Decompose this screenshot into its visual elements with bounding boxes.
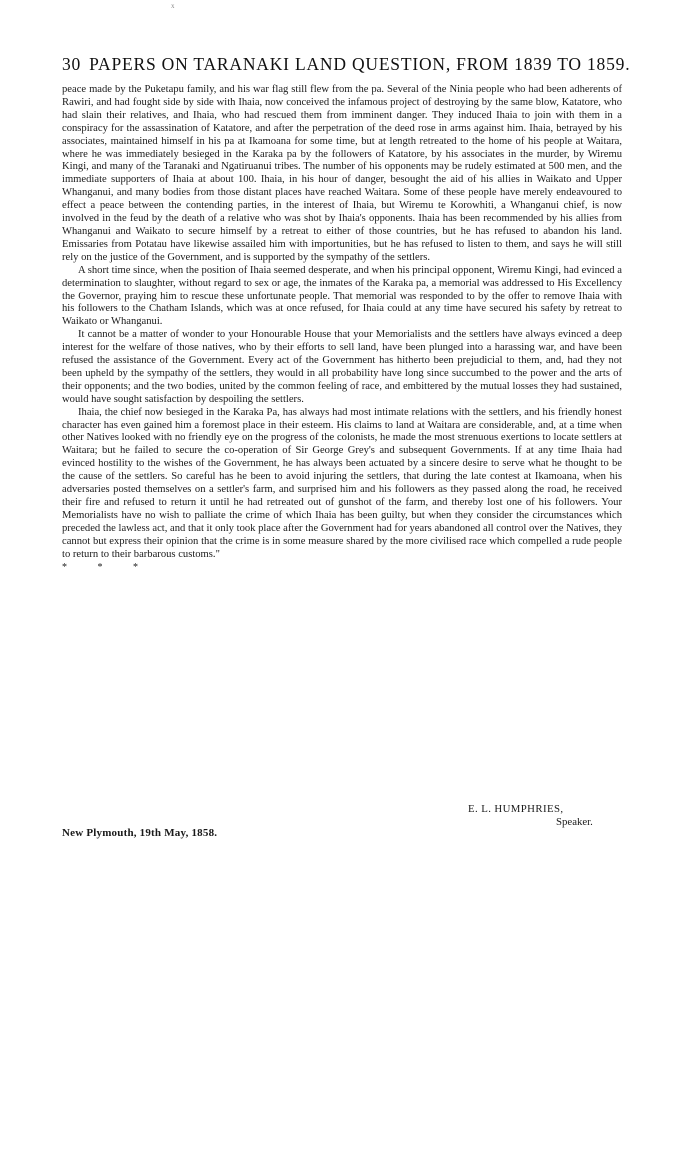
- page-number: 30: [62, 54, 82, 74]
- dateline: New Plymouth, 19th May, 1858.: [62, 827, 218, 839]
- paragraph-4: Ihaia, the chief now besieged in the Karaka Pa, has always had most intimate relations with the settlers, and his friendly honest character has even gained him a foremost place in their esteem. His claims to land at Waitara are considerable, and, at a time when other Natives looked with no friendly eye on the progress of the colonists, he made the most strenuous exertions to locate settlers at Waitara; but he failed to secure the co-operation of Sir George Grey's and subsequent Governments. If at any time Ihaia had evinced hostility to the wishes of the Government, he has always been actuated by a sincere desire to serve what he thought to be the cause of the settlers. So careful has he been to avoid injuring the settlers, that during the late contest at Ikamoana, when his adversaries posted themselves on a settler's farm, and surprised him and his followers as they passed along the road, he received their fire and refused to return it until he had retreated out of gunshot of the farm, and thereby lost one of his followers. Your Memorialists have no wish to palliate the crime of which Ihaia has been guilty, but when they consider the circumstances which preceded the lawless act, and that it only took place after the Government had for years abandoned all control over the Natives, they cannot but express their opinion that the crime is in some measure shared by the more civilised race which compelled a rude people to return to their barbarous customs.": [62, 406, 622, 560]
- paragraph-1: peace made by the Puketapu family, and his war flag still flew from the pa. Several of the Ninia people who had been adherents of Rawiri, and had fought side by side with Ihaia, now conceived the infamous project of destroying by the same blow, Katatore, who had slain their relatives, and Ihaia, who had rescued them from imminent danger. They induced Ihaia to join with them in a conspiracy for the assassination of Katatore, and after the perpetration of the deed rose in arms against him. Ihaia, betrayed by his associates, maintained himself in his pa at Ikamoana for some time, but at length retreated to the home of his people at Waitara, where he was immediately besieged in the Karaka pa by the followers of Katatore, by his associates in the murder, by Wiremu Kingi, and many of the Taranaki and Ngatiruanui tribes. The number of his opponents may be rudely estimated at 500 men, and the immediate supporters of Ihaia at about 100. Ihaia, in his hour of danger, besought the aid of his allies in Waikato and Upper Whanganui, and many bodies from those distant places have reached Waitara. Some of these people have merely endeavoured to effect a peace between the contending parties, in the interest of Ihaia, but Wiremu te Korowhiti, a Whanganui chief, is now involved in the feud by the death of a relative who was shot by Ihaia's opponents. Ihaia has been recommended by his allies from Whanganui and Waikato to secure himself by a retreat to either of those countries, but he has refused to abandon his land. Emissaries from Potatau have likewise assailed him with importunities, but he has refused to listen to them, and says he will still rely on the justice of the Government, and is supported by the sympathy of the settlers.: [62, 84, 622, 263]
- paragraph-3: It cannot be a matter of wonder to your Honourable House that your Memorialists and the settlers have always evinced a deep interest for the welfare of those natives, who by their efforts to sell land, have been plunged into a harassing war, and have been refused the assistance of the Government. Every act of the Government has hitherto been prejudicial to them, and, had they not been upheld by the sympathy of the settlers, they would in all probability have long since succumbed to the power and the arts of their opponents; and the two bodies, united by the common feeling of race, and embittered by the mutual losses they had sustained, would have sought satisfaction by despoiling the settlers.: [62, 329, 622, 405]
- paragraph-2: A short time since, when the position of Ihaia seemed desperate, and when his principal opponent, Wiremu Kingi, had evinced a determination to slaughter, without regard to sex or age, the inmates of the Karaka pa, a memorial was addressed to His Excellency the Governor, praying him to rescue these unfortunate people. That memorial was responded to by the offer to remove Ihaia with his followers to the Chatham Islands, which was at once refused, for Ihaia could at any time have secured his safety by retreat to Waikato or Whanganui.: [62, 264, 622, 328]
- running-title: PAPERS ON TARANAKI LAND QUESTION, FROM 1839 TO 1859.: [89, 54, 631, 74]
- signatory-name: E. L. HUMPHRIES,: [468, 803, 564, 815]
- memorial-body: [62, 84, 622, 574]
- page-mark: x: [171, 2, 175, 10]
- signature-block: [468, 803, 628, 829]
- signatory-title: Speaker.: [556, 816, 593, 828]
- ellipsis-stars: * * *: [62, 561, 152, 573]
- running-head: [62, 54, 631, 75]
